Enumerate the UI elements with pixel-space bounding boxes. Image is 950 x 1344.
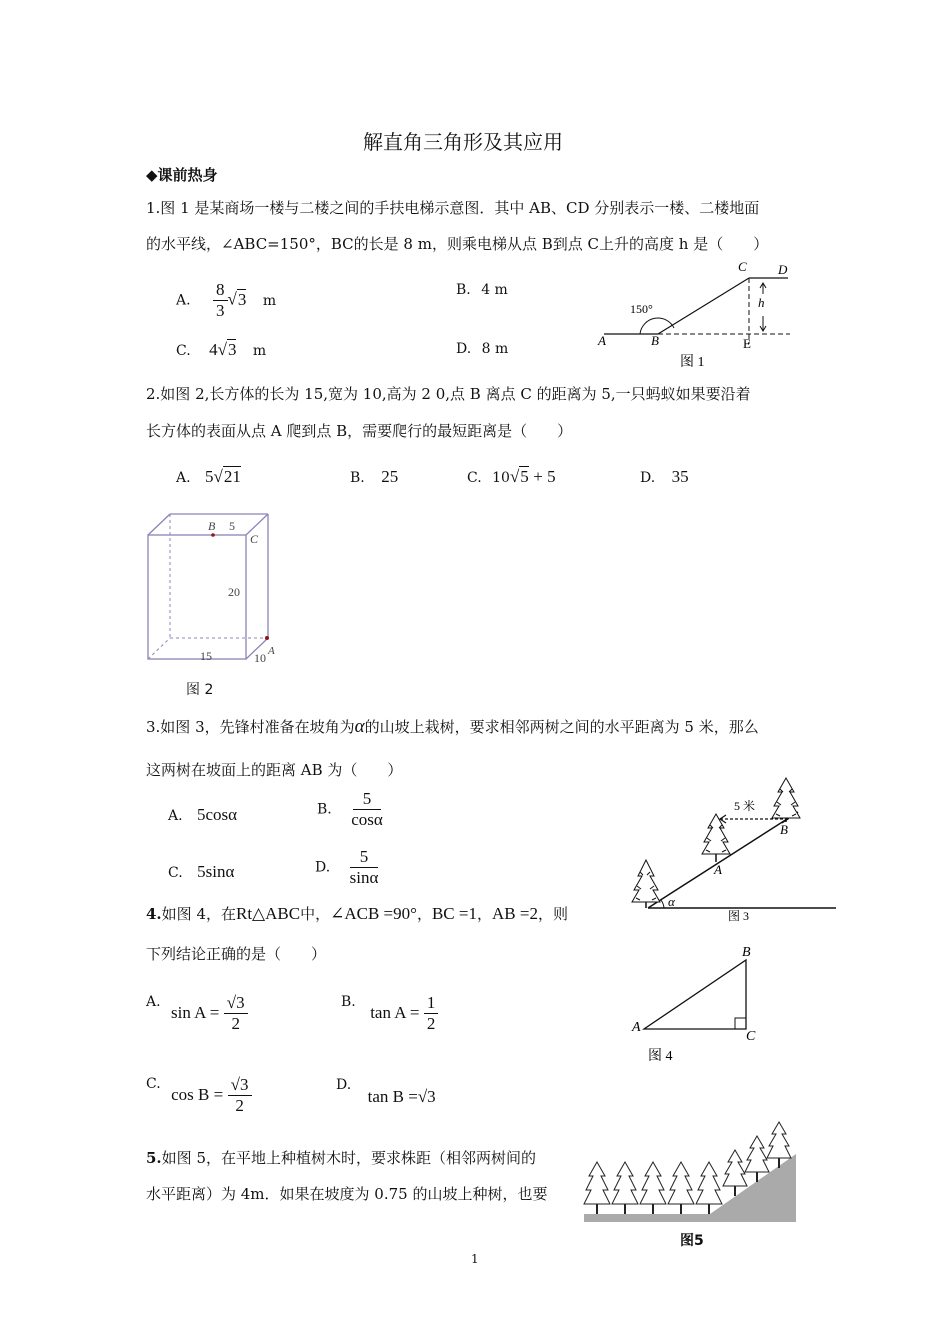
fig1-label-h: h [758,295,765,310]
fig3-distance-label: 5 米 [734,799,756,813]
fig1-caption: 图 1 [680,355,705,370]
q4-option-d [336,1077,436,1106]
fig4-label-b: B [742,945,751,960]
page-number: 1 [471,1252,479,1266]
section-heading: ◆课前热身 [146,166,218,184]
fig2-label-c: C [250,532,259,546]
q4-b-den: 2 [426,1014,436,1033]
fig2-label-5: 5 [229,519,235,533]
q1-d-label: D. [456,341,472,357]
fig3-label-alpha: α [668,894,675,909]
q2-a-radicand: 21 [223,467,241,486]
q5-line1 [146,1148,536,1168]
q1-a-radicand: 3 [237,289,247,309]
q4-a-den: 2 [231,1014,240,1033]
q3-option-a [168,805,237,825]
page-title: 解直角三角形及其应用 [363,130,563,154]
q3-a-label: A. [168,808,183,824]
q4-number: 4. [146,905,162,923]
q2-option-c: C. 10√5 + 5 [467,467,556,486]
fig5-flat-trunks [597,1204,709,1214]
q2-c-rest: + 5 [533,467,556,486]
q3-option-d [315,848,381,887]
figure-3 [628,772,840,924]
q3-b-fraction [348,790,386,829]
q4-b-fraction [424,994,439,1033]
fig3-angle-arc [661,900,664,908]
q3-line2: 这两树在坡面上的距离 AB 为（ ） [146,761,403,779]
q2-option-d [640,467,689,487]
q4-line2: 下列结论正确的是（ ） [146,945,327,963]
fig1-label-b: B [651,333,659,348]
q5-number: 5. [146,1149,162,1167]
q5-line1-text: 如图 5，在平地上种植树木时，要求株距（相邻两树间的 [161,1149,536,1167]
q3-line1-start: 3.如图 3，先锋村准备在坡角为 [146,718,355,736]
fig4-right-angle [735,1018,746,1029]
q4-angle: ∠ACB =90° [330,904,417,923]
fig1-label-a: A [598,333,606,348]
q4-a-fraction [224,994,248,1033]
fig2-label-20: 20 [228,585,240,599]
q1-c-radicand: 3 [227,340,237,359]
q1-a-label: A. [176,292,191,309]
q1-b-label: B. [456,282,471,298]
q4-line1: 4.如图 4，在Rt△ABC中，∠ACB =90°，BC =1，AB =2，则 [146,904,568,923]
q2-line1: 2.如图 2,长方体的长为 15,宽为 10,高为 2 0,点 B 离点 C 的距离为 5,一只蚂蚁如果要沿着 [146,385,751,403]
q4-c-den: 2 [235,1096,244,1115]
q3-b-den: cosα [351,810,383,829]
q1-option-a: A. $\frac{8}{3}$ √3 m [176,280,277,320]
q3-b-label: B. [317,801,332,818]
fig3-caption: 图 3 [728,909,750,923]
fig1-label-d: D [778,262,788,277]
fig5-caption: 图5 [680,1233,704,1249]
fig1-line-bc [658,278,749,334]
q4-option-a [146,994,248,1033]
q1-a-unit: m [262,292,277,309]
q3-alpha: α [354,716,365,737]
q4-b-label: B. [341,994,356,1010]
q1-a-fraction [213,281,228,320]
fig3-label-b: B [780,822,788,837]
q3-line1 [146,717,759,737]
q2-a-coef: 5 [205,467,214,486]
q2-c-coef: 10 [492,470,510,486]
q3-d-den: sinα [349,868,379,887]
fig3-tree-middle [702,814,730,862]
q3-option-b [317,790,386,829]
fig2-edge-tl [148,514,170,535]
fig2-caption: 图 2 [186,682,214,698]
q4-c-label: C. [146,1076,161,1092]
q4-a-num: √3 [224,994,248,1014]
fig2-point-b [211,533,215,537]
q1-line1: 1.图 1 是某商场一楼与二楼之间的手扶电梯示意图．其中 AB、CD 分别表示一楼、二楼地面 [146,199,760,217]
q4-rt: Rt△ABC [235,904,301,923]
q3-c-label: C. [168,865,183,881]
q1-option-b [456,282,508,298]
q4-option-b [341,994,438,1033]
fig4-label-c: C [746,1029,756,1044]
q4-option-c [146,1076,252,1115]
fig2-label-a: A [268,645,275,657]
fig2-label-b: B [208,519,216,533]
q2-d-label: D. [640,470,656,486]
q3-d-label: D. [315,859,331,876]
q4-a-fn: sin A = [171,1002,220,1022]
q4-ze: ，则 [537,905,568,923]
q2-b-text: 25 [381,467,399,486]
fig2-label-15: 15 [200,649,212,663]
fig3-tree-left [632,860,660,908]
figure-2 [140,508,290,668]
fig2-hidden-diagonal [148,638,170,659]
q4-d-label: D. [336,1077,352,1093]
q4-bc: BC =1 [431,904,477,923]
figure-1 [594,258,804,373]
q4-b-fn: tan A = [370,1002,420,1022]
q3-a-text: 5cosα [197,805,238,824]
q3-d-fraction [347,848,382,887]
q1-a-den: 3 [216,301,225,320]
fig3-label-a: A [714,862,722,877]
q1-line2: 的水平线，∠ABC=150°，BC的长是 8 m，则乘电梯从点 B到点 C上升的高度 h 是（ ） [146,235,769,253]
fig4-label-a: A [632,1020,641,1035]
q4-a-label: A. [146,994,161,1010]
q3-d-num: 5 [350,848,379,868]
q4-ab: AB =2 [491,904,538,923]
q4-zhong: 中， [300,905,331,923]
q1-b-text: 4 m [481,282,508,298]
q2-c-radicand: 5 [520,467,529,486]
q3-line1-end: 的山坡上栽树，要求相邻两树之间的水平距离为 5 米，那么 [364,718,759,736]
q4-d-text: tan B =√3 [367,1087,436,1106]
q4-c-num: √3 [228,1076,252,1096]
fig1-label-c: C [738,259,747,274]
q4-c-fraction [228,1076,252,1115]
q2-line2: 长方体的表面从点 A 爬到点 B，需要爬行的最短距离是（ ） [146,422,573,440]
fig5-flat-trees [584,1162,722,1204]
fig1-angle-label: 150° [630,302,653,316]
q2-a-label: A. [176,470,191,486]
q5-line2: 水平距离）为 4m．如果在坡度为 0.75 的山坡上种树，也要 [146,1185,548,1203]
fig2-point-a [265,636,269,640]
fig2-label-10: 10 [254,651,266,665]
fig4-triangle [644,960,746,1029]
q2-option-a: A. 5√21 [176,467,241,486]
q3-b-num: 5 [353,790,382,810]
q1-c-coef: 4 [209,340,218,359]
q1-c-label: C. [176,343,191,359]
fig1-angle-arc [640,318,674,334]
q4-c-fn: cos B = [171,1084,224,1104]
fig5-ground [584,1214,796,1222]
fig3-tree-right [772,778,800,822]
q1-d-text: 8 m [481,341,509,357]
q1-option-d [456,341,508,357]
q1-a-num: 8 [213,281,228,301]
q2-c-label: C. [467,470,482,486]
figure-4 [626,940,766,1070]
q1-c-unit: m [252,343,267,359]
q4-intro: 如图 4，在 [161,905,236,923]
q4-b-num: 1 [424,994,439,1014]
q3-option-c [168,862,234,882]
figure-5 [580,1120,800,1230]
q2-d-text: 35 [671,467,689,486]
q2-option-b [350,467,398,487]
fig4-caption: 图 4 [648,1049,673,1064]
q1-option-c: C. 4√3 m [176,340,267,359]
q3-c-text: 5sinα [197,862,235,881]
q2-b-label: B. [350,470,365,486]
fig1-label-e: E [743,336,751,351]
